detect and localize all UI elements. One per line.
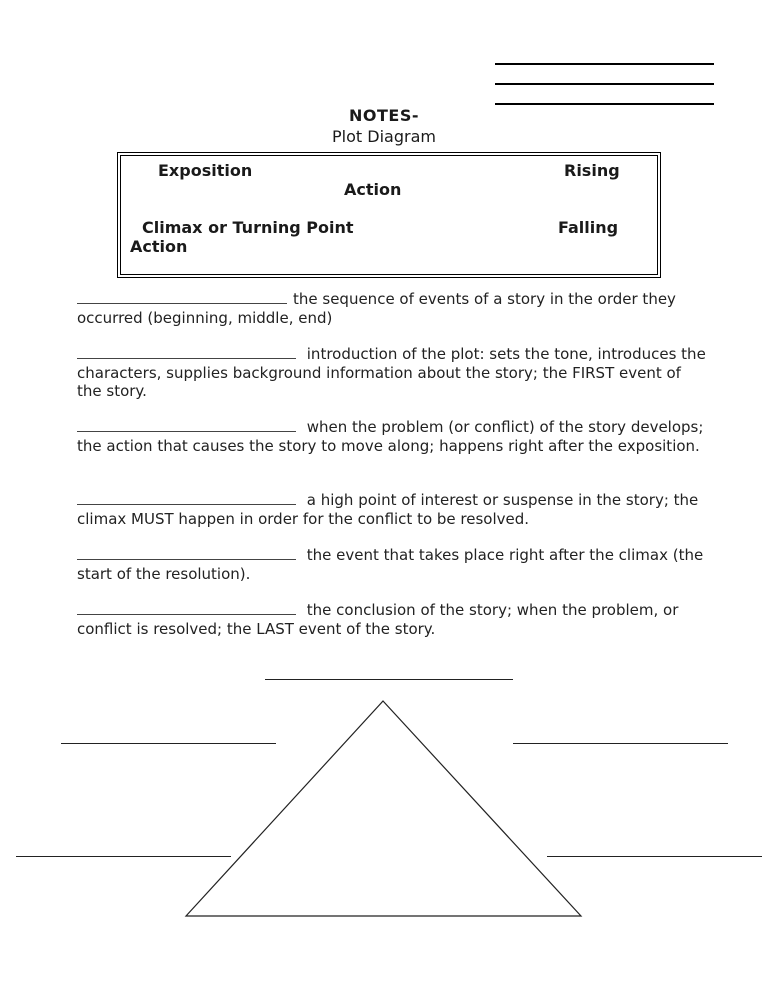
word-climax: Climax or Turning Point <box>142 218 354 237</box>
page-title: NOTES- <box>349 106 419 125</box>
word-falling: Falling <box>558 218 619 237</box>
word-falling-action-cont: Action <box>130 237 188 256</box>
exposition-blank[interactable] <box>16 856 231 857</box>
definition-text: when the problem (or conflict) of the story develops; the action that causes the story to move along; happens right after the exposition. <box>77 418 704 455</box>
definition-text: the event that takes place right after the climax (the start of the resolution). <box>77 546 704 583</box>
word-rising-action-cont: Action <box>344 180 402 199</box>
definition-text: the sequence of events of a story in the order they occurred (beginning, middle, end) <box>77 290 676 327</box>
word-rising: Rising <box>564 161 620 180</box>
plot-triangle-shape <box>186 701 581 916</box>
climax-blank[interactable] <box>265 679 513 680</box>
definition-text: a high point of interest or suspense in the story; the climax MUST happen in order for the conflict to be resolved. <box>77 491 699 528</box>
word-exposition: Exposition <box>158 161 253 180</box>
page-subtitle: Plot Diagram <box>332 127 436 146</box>
definition-text: introduction of the plot: sets the tone, introduces the characters, supplies background information about the story; the FIRST event of the story. <box>77 345 706 400</box>
falling-action-blank[interactable] <box>513 743 728 744</box>
rising-action-blank[interactable] <box>61 743 276 744</box>
definition-text: the conclusion of the story; when the problem, or conflict is resolved; the LAST event of the story. <box>77 601 679 638</box>
resolution-blank[interactable] <box>547 856 762 857</box>
